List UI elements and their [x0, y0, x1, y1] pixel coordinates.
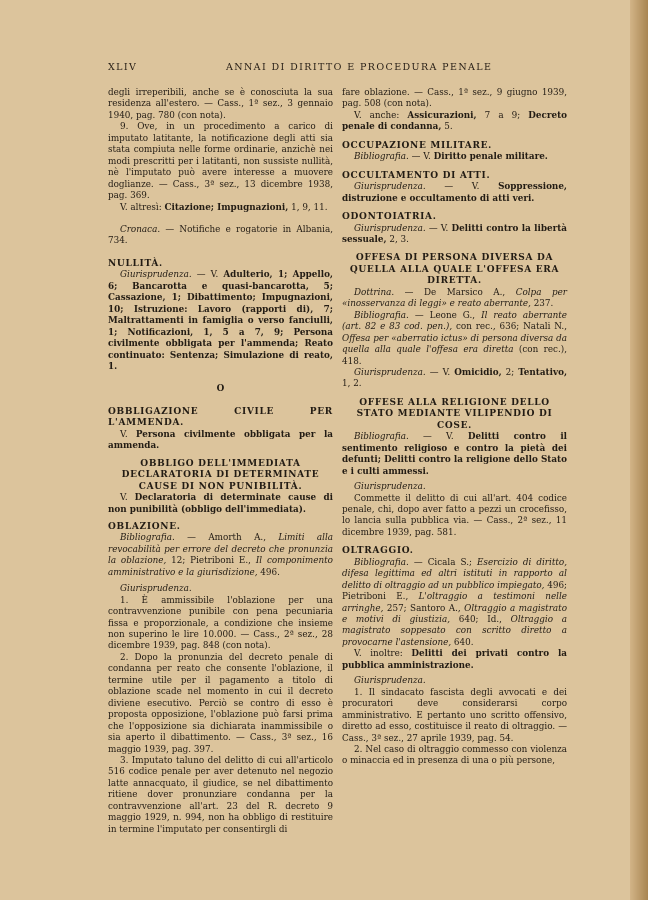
- paragraph: 9. Ove, in un procedimento a carico di imputato latitante, la notificazione degli atti sia stata compiuta nelle forme ordinarie, anzichè nei modi prescritti per i latitanti, non sussiste nullità, nè l'imputato può avere interesse a muovere doglianze. — Cass., 3ª sez., 13 dicembre 1938, pag. 369.: [108, 122, 333, 202]
- paragraph: V. anche: Assicurazioni, 7 a 9; Decreto penale di condanna, 5.: [342, 110, 567, 133]
- right-column: [342, 88, 567, 768]
- paragraph: 1. Il sindacato fascista degli avvocati e dei procuratori deve considerarsi corpo amministrativo. E pertanto uno scritto offensivo, diretto ad esso, costituisce il reato di oltraggio. — Cass., 3ª sez., 27 aprile 1939, pag. 54.: [342, 687, 567, 744]
- section-heading: OFFESA DI PERSONA DIVERSA DA QUELLA ALLA QUALE L'OFFESA ERA DIRETTA.: [349, 253, 560, 287]
- section-heading: OBLAZIONE.: [108, 521, 181, 532]
- section-heading: OFFESE ALLA RELIGIONE DELLO STATO MEDIANTE VILIPENDIO DI COSE.: [356, 397, 553, 431]
- paragraph: Bibliografia. — V. Diritto penale militare.: [354, 152, 548, 163]
- paragraph: Commette il delitto di cui all'art. 404 codice penale, chi, dopo aver fatto a pezzi un crocefisso, lo lancia sulla pubblica via. — Cass., 2ª sez., 11 dicembre 1939, pag. 581.: [342, 493, 567, 538]
- paragraph: 1. È ammissibile l'oblazione per una contravvenzione punibile con pena pecuniaria fissa e proporzionale, a condizione che insieme non superino le lire 10.000. — Cass., 2ª sez., 28 dicembre 1939, pag. 848 (con nota).: [108, 595, 333, 652]
- paragraph: Bibliografia. — Amorth A., Limiti alla revocabilità per errore del decreto che pronunzia la oblazione, 12; Pietriboni E., Il componimento amministrativo e la giurisdizione, 496.: [108, 533, 333, 578]
- paragraph: Bibliografia. — Leone G., Il reato aberrante (art. 82 e 83 cod. pen.), con rec., 636; Natali N., Offesa per «aberratio ictus» di persona diversa da quella alla quale l'offesa era diretta (con rec.), 418.: [342, 310, 567, 367]
- paragraph: Bibliografia. — Cicala S.; Esercizio di diritto, difesa legittima ed altri istituti in rapporto al delitto di oltraggio ad un pubblico impiegato, 496; Pietriboni E., L'oltraggio a testimoni nelle arringhe, 257; Santoro A., Oltraggio a magistrato e motivi di giustizia, 640; Id., Oltraggio a magistrato soppesato con scritto diretto a provocarne l'astensione, 640.: [342, 557, 568, 648]
- page-number: XLIV: [108, 62, 138, 73]
- page-spine-shadow: [630, 0, 648, 900]
- section-heading: OCCUPAZIONE MILITARE.: [342, 140, 493, 151]
- paragraph: Giurisprudenza. — V. Soppressione, distruzione e occultamento di atti veri.: [342, 182, 567, 204]
- paragraph: Dottrina. — De Marsico A., Colpa per «inosservanza di leggi» e reato aberrante, 237.: [342, 287, 567, 310]
- section-heading: OLTRAGGIO.: [342, 546, 414, 557]
- running-title: ANNAI DI DIRITTO E PROCEDURA PENALE: [226, 62, 493, 73]
- paragraph: Giurisprudenza. — V. Adulterio, 1; Appello, 6; Bancarotta e quasi-bancarotta, 5; Cassazione, 1; Dibattimento; Impugnazioni, 10; Istruzione: Lavoro (rapporti di), 7; Maltrattamenti in famiglia o verso fanciulli, 1; Notificazioni, 1, 5 a 7, 9; Persona civilmente obbligata per l'ammenda; Reato continuato: Sentenza; Simulazione di reato, 1.: [108, 270, 333, 372]
- paragraph: 2. Dopo la pronunzia del decreto penale di condanna per reato che consente l'oblazione, il termine utile per il pagamento a titolo di oblazione scade nel momento in cui il decreto diviene esecutivo. Perciò se contro di esso è proposta opposizione, l'oblazione può farsi prima che l'opposizione sia dichiarata inammissibile o sia aperto il dibattimento. — Cass., 3ª sez., 16 maggio 1939, pag. 397.: [108, 652, 333, 755]
- paragraph: Bibliografia. — V. Delitti contro il sentimento religioso e contro la pietà dei defunti; Delitti contro la religione dello Stato e i culti ammessi.: [342, 432, 567, 477]
- section-letter: O: [216, 384, 225, 395]
- paragraph: Giurisprudenza. — V. Omicidio, 2; Tentativo, 1, 2.: [342, 367, 568, 390]
- paragraph: Giurisprudenza. — V. Delitti contro la libertà sessuale, 2, 3.: [342, 223, 567, 245]
- paragraph: V. inoltre: Delitti dei privati contro la pubblica amministrazione.: [342, 649, 567, 671]
- paragraph: V. altresì: Citazione; Impugnazioni, 1, 9, 11.: [120, 202, 328, 213]
- section-heading: OBBLIGAZIONE CIVILE PER L'AMMENDA.: [108, 406, 333, 429]
- paragraph: degli irreperibili, anche se è conosciuta la sua residenza all'estero. — Cass., 1ª sez., 3 gennaio 1940, pag. 780 (con nota).: [108, 88, 333, 121]
- section-heading: NULLITÀ.: [108, 258, 163, 269]
- left-column: [108, 88, 333, 836]
- paragraph: V. Declaratoria di determinate cause di non punibilità (obbligo dell'immediata).: [108, 493, 333, 515]
- section-heading: OBBLIGO DELL'IMMEDIATA DECLARATORIA DI DETERMINATE CAUSE DI NON PUNIBILITÀ.: [121, 458, 320, 492]
- subheading: Giurisprudenza.: [354, 676, 426, 687]
- paragraph: V. Persona civilmente obbligata per la ammenda.: [108, 429, 333, 452]
- section-heading: OCCULTAMENTO DI ATTI.: [342, 170, 491, 181]
- paragraph: Cronaca. — Notifiche e rogatorie in Albania, 734.: [108, 224, 333, 247]
- subheading: Giurisprudenza.: [354, 482, 426, 493]
- paragraph: 2. Nel caso di oltraggio commesso con violenza o minaccia ed in presenza di una o più persone,: [342, 745, 567, 767]
- paragraph: 3. Imputato taluno del delitto di cui all'articolo 516 codice penale per aver detenuto nel negozio latte annacquato, il giudice, se nel dibattimento ritiene dover pronunziare condanna per la contravvenzione all'art. 23 del R. decreto 9 maggio 1929, n. 994, non ha obbligo di restituire in termine l'imputato per consentirgli di: [108, 756, 333, 835]
- subheading: Giurisprudenza.: [120, 584, 192, 595]
- section-heading: ODONTOIATRIA.: [342, 212, 437, 223]
- paragraph: fare oblazione. — Cass., 1ª sez., 9 giugno 1939, pag. 508 (con nota).: [342, 88, 567, 110]
